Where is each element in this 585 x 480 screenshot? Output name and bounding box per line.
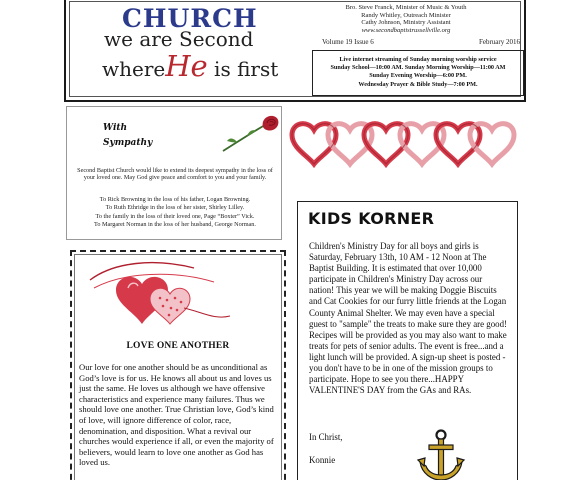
staff-line: Randy Whitley, Outreach Minister: [361, 11, 451, 19]
service-line: Live internet streaming of Sunday morning worship service: [339, 56, 497, 63]
love-title: LOVE ONE ANOTHER: [126, 341, 230, 351]
sympathy-title-line: With: [103, 123, 128, 133]
sympathy-box: [66, 106, 282, 240]
logo-church-word: CHURCH: [122, 4, 258, 33]
love-one-another-box: [70, 250, 286, 480]
sympathy-item: To Margaret Norman in the loss of her husband, George Norman.: [94, 221, 256, 229]
sympathy-item: To Ruth Ethridge in the loss of her sister, Shirley Lilley.: [105, 204, 245, 212]
logo-tagline-line2: [102, 49, 278, 83]
volume-issue: Volume 19 Issue 6: [322, 38, 374, 46]
kids-closing: In Christ,: [309, 432, 343, 442]
valentine-hearts-icon: [84, 258, 234, 330]
service-line: Sunday Evening Worship—6:00 PM.: [369, 72, 467, 80]
kids-korner-box: [297, 201, 518, 480]
staff-list: [316, 4, 496, 34]
logo-tagline-line1: we are Second: [104, 27, 254, 51]
sympathy-intro: Second Baptist Church would like to extend its deepest sympathy in the loss of your loved one. May God give peace and comfort to you and your family.: [77, 167, 273, 182]
logo-is-first: is first: [214, 57, 279, 81]
kids-korner-body: Children's Ministry Day for all boys and girls is Saturday, February 13th, 10 AM - 12 Noon at The Baptist Building. It is estimated that over 10,000 participate in Children's Ministry Day across our nation! This year we will be making Doggie Biscuits and Cat Cookies for our furry little friends at the Logan County Animal Shelter. We may even have a special guest to "sample" the treats to make sure they are good! Recipes will be provided as you may also want to make treats for pets of senior adults. The event is free...and a light lunch will be provided. A sign-up sheet is posted - you don't have to be in one of the mission groups to participate. Hope to see you there...HAPPY VALENTINE'S DAY from the GAs and RAs.: [309, 241, 507, 396]
website-link[interactable]: www.secondbaptistrussellville.org: [361, 26, 451, 34]
love-body-text: Our love for one another should be as unconditional as God’s love is for us. He knows all about us and loves us just the same. He loves us although we have offensive characteristics and experience many failures. Thus we should love one another. True Christian love, God’s kind of love, will ignore difference of color, race, denomination, and disposition. What a revival our churches would experience if all, or even the majority of believers, would learn to love one another as God has loved us.: [79, 362, 274, 468]
rose-icon: [219, 111, 281, 155]
staff-line: Bro. Steve Franck, Minister of Music & Youth: [345, 4, 467, 11]
masthead: [64, 0, 526, 102]
sympathy-list: [71, 196, 279, 230]
anchor-icon: [416, 428, 466, 480]
service-line: Sunday School—10:00 AM. Sunday Morning Worship—11:00 AM: [330, 64, 506, 72]
masthead-inner-border: [69, 1, 521, 97]
issue-date: February 2016: [478, 38, 520, 46]
kids-korner-title: KIDS KORNER: [308, 209, 435, 228]
logo-where: where: [102, 57, 166, 81]
logo-he: He: [165, 49, 208, 83]
kids-signature: Konnie: [309, 455, 336, 465]
service-times-box: [312, 50, 524, 96]
staff-line: Cathy Johnson, Ministry Assistant: [361, 19, 451, 27]
heart-chain-graphic: [288, 116, 518, 182]
sympathy-title: [103, 121, 152, 151]
sympathy-item: To Rick Browning in the loss of his father, Logan Browning.: [99, 196, 251, 203]
service-line: Wednesday Prayer & Bible Study—7:00 PM.: [358, 80, 478, 88]
sympathy-item: To the family in the loss of their loved one, Page “Boxter” Vick.: [95, 212, 255, 220]
sympathy-title-line: Sympathy: [103, 138, 153, 148]
